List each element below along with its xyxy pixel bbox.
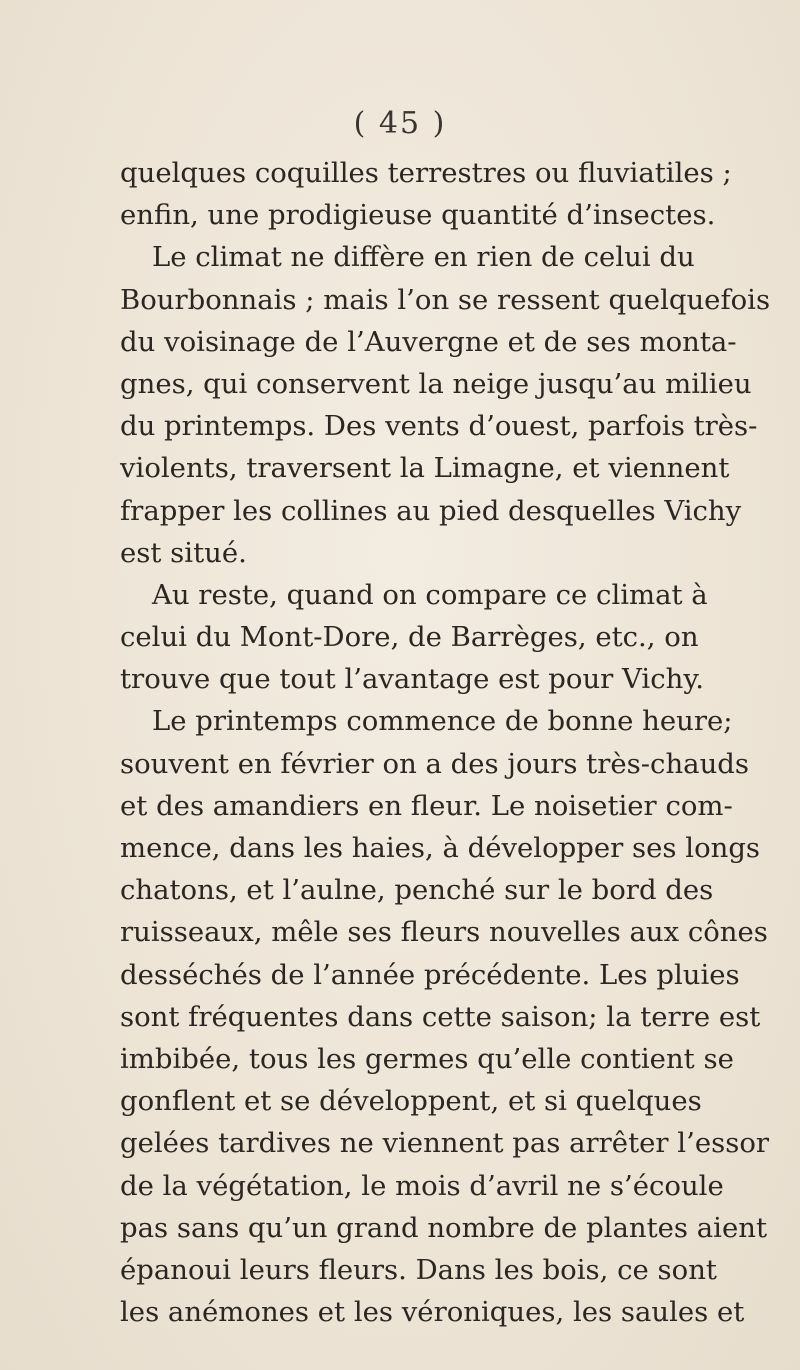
text-line: ruisseaux, mêle ses fleurs nouvelles aux cônes xyxy=(120,916,768,949)
text-line: imbibée, tous les germes qu’elle contient se xyxy=(120,1042,734,1075)
text-line: pas sans qu’un grand nombre de plantes aient xyxy=(120,1211,767,1244)
text-line: du printemps. Des vents d’ouest, parfois très- xyxy=(120,410,758,443)
page-number: ( 45 ) xyxy=(353,106,447,141)
text-line: gonflent et se développent, et si quelques xyxy=(120,1085,702,1118)
text-line: Au reste, quand on compare ce climat à xyxy=(152,578,708,611)
text-line: mence, dans les haies, à développer ses longs xyxy=(120,832,761,864)
text-line: les anémones et les véroniques, les saules et xyxy=(120,1296,745,1329)
text-line: du voisinage de l’Auvergne et de ses monta- xyxy=(120,325,737,358)
text-line: est situé. xyxy=(120,536,247,569)
text-line: Le printemps commence de bonne heure; xyxy=(152,705,733,738)
text-line: gnes, qui conservent la neige jusqu’au milieu xyxy=(120,367,752,400)
text-line: Le climat ne diffère en rien de celui du xyxy=(152,241,695,274)
body-text xyxy=(120,152,771,1333)
text-line: violents, traversent la Limagne, et viennent xyxy=(120,452,730,485)
text-line: épanoui leurs fleurs. Dans les bois, ce sont xyxy=(120,1253,717,1286)
text-line: souvent en février on a des jours très-chauds xyxy=(120,747,749,780)
text-line: enfin, une prodigieuse quantité d’insectes. xyxy=(120,199,716,232)
text-line: desséchés de l’année précédente. Les pluies xyxy=(120,958,740,991)
text-line: et des amandiers en fleur. Le noisetier com- xyxy=(120,789,733,822)
text-line: chatons, et l’aulne, penché sur le bord des xyxy=(120,874,714,907)
text-line: sont fréquentes dans cette saison; la terre est xyxy=(120,1000,761,1033)
text-line: de la végétation, le mois d’avril ne s’écoule xyxy=(120,1169,724,1202)
text-line: frapper les collines au pied desquelles Vichy xyxy=(120,494,742,527)
text-line: quelques coquilles terrestres ou fluviatiles ; xyxy=(120,157,732,189)
text-line: gelées tardives ne viennent pas arrêter l’essor xyxy=(120,1127,770,1160)
text-line: Bourbonnais ; mais l’on se ressent quelquefois xyxy=(120,283,771,316)
text-line: celui du Mont-Dore, de Barrèges, etc., on xyxy=(120,621,699,654)
text-line: trouve que tout l’avantage est pour Vichy. xyxy=(120,663,704,696)
